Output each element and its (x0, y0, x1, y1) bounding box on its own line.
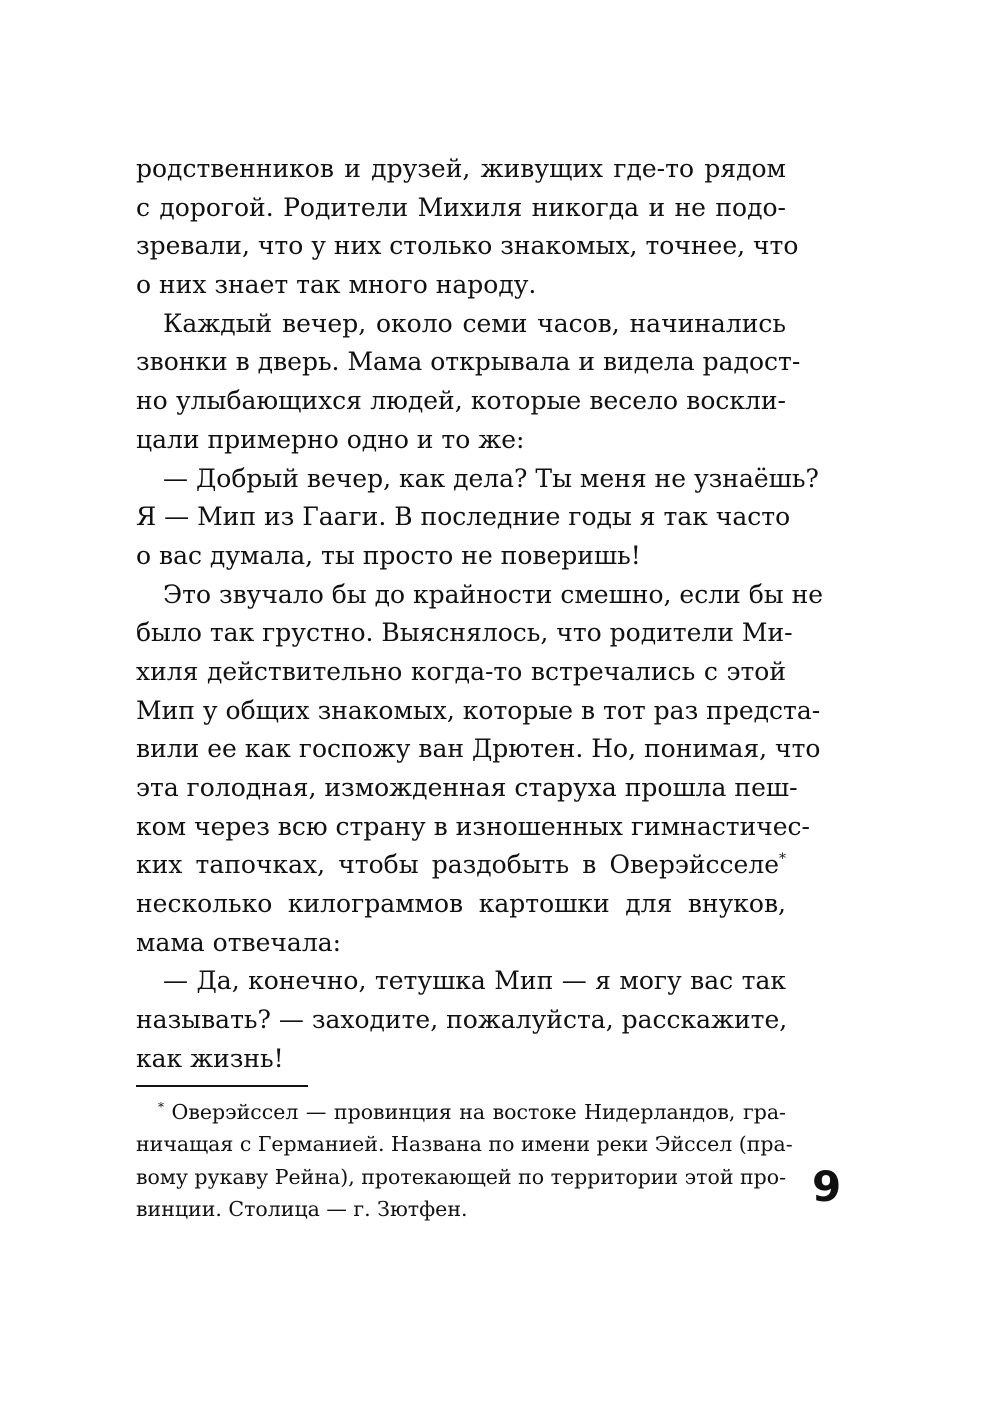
footnote-marker: * (779, 851, 786, 868)
text-line: несколько килограммов картошки для внуков, (136, 889, 786, 919)
text-line: эта голодная, изможденная старуха прошла пеш- (136, 773, 798, 802)
text-line: как жизнь! (136, 1043, 284, 1073)
dialogue-line: — Добрый вечер, как дела? Ты меня не узнаёшь? (163, 463, 819, 493)
text-line-content: ких тапочках, чтобы раздобыть в Оверэйсселе (136, 850, 779, 880)
footnote-divider (136, 1085, 308, 1087)
footnote-line: винции. Столица — г. Зютфен. (136, 1196, 468, 1221)
paragraph-start-line: Каждый вечер, около семи часов, начинались (163, 308, 786, 338)
text-line: было так грустно. Выяснялось, что родители Ми- (136, 618, 793, 648)
text-line: зревали, что у них столько знакомых, точнее, что (136, 231, 799, 261)
main-text (136, 150, 824, 1079)
page-number: 9 (812, 1162, 842, 1211)
text-line: мама отвечала: (136, 927, 342, 957)
text-line: вили ее как госпожу ван Дрютен. Но, понимая, что (136, 734, 821, 764)
dialogue-line: — Да, конечно, тетушка Мип — я могу вас так (163, 966, 786, 996)
text-line-with-footnote (136, 846, 786, 885)
text-line: о вас думала, ты просто не поверишь! (136, 540, 641, 570)
footnote-line (136, 1096, 786, 1128)
text-line: о них знает так много народу. (136, 270, 537, 300)
text-line: цали примерно одно и то же: (136, 424, 525, 454)
footnote (136, 1096, 793, 1225)
paragraph-start-line: Это звучало бы до крайности смешно, если бы не (163, 579, 824, 609)
text-line: Мип у общих знакомых, которые в тот раз предста- (136, 695, 821, 725)
footnote-star: * (158, 1100, 164, 1114)
text-line: родственников и друзей, живущих где-то рядом (136, 154, 786, 183)
text-line: Я — Мип из Гааги. В последние годы я так часто (136, 502, 791, 532)
text-line: называть? — заходите, пожалуйста, расскажите, (136, 1005, 788, 1035)
text-line: с дорогой. Родители Михиля никогда и не подо- (136, 192, 786, 222)
text-line: но улыбающихся людей, которые весело воскли- (136, 386, 786, 416)
text-line: хиля действительно когда-то встречались с этой (136, 656, 786, 686)
footnote-line: ничащая с Германией. Названа по имени реки Эйссел (пра- (136, 1132, 793, 1157)
text-line: звонки в дверь. Мама открывала и видела радост- (136, 347, 801, 377)
footnote-line-text: Оверэйссел — провинция на востоке Нидерландов, гра- (171, 1100, 786, 1124)
footnote-line: вому рукаву Рейна), протекающей по территории этой про- (136, 1164, 787, 1189)
text-line: ком через всю страну в изношенных гимнастичес- (136, 811, 810, 841)
